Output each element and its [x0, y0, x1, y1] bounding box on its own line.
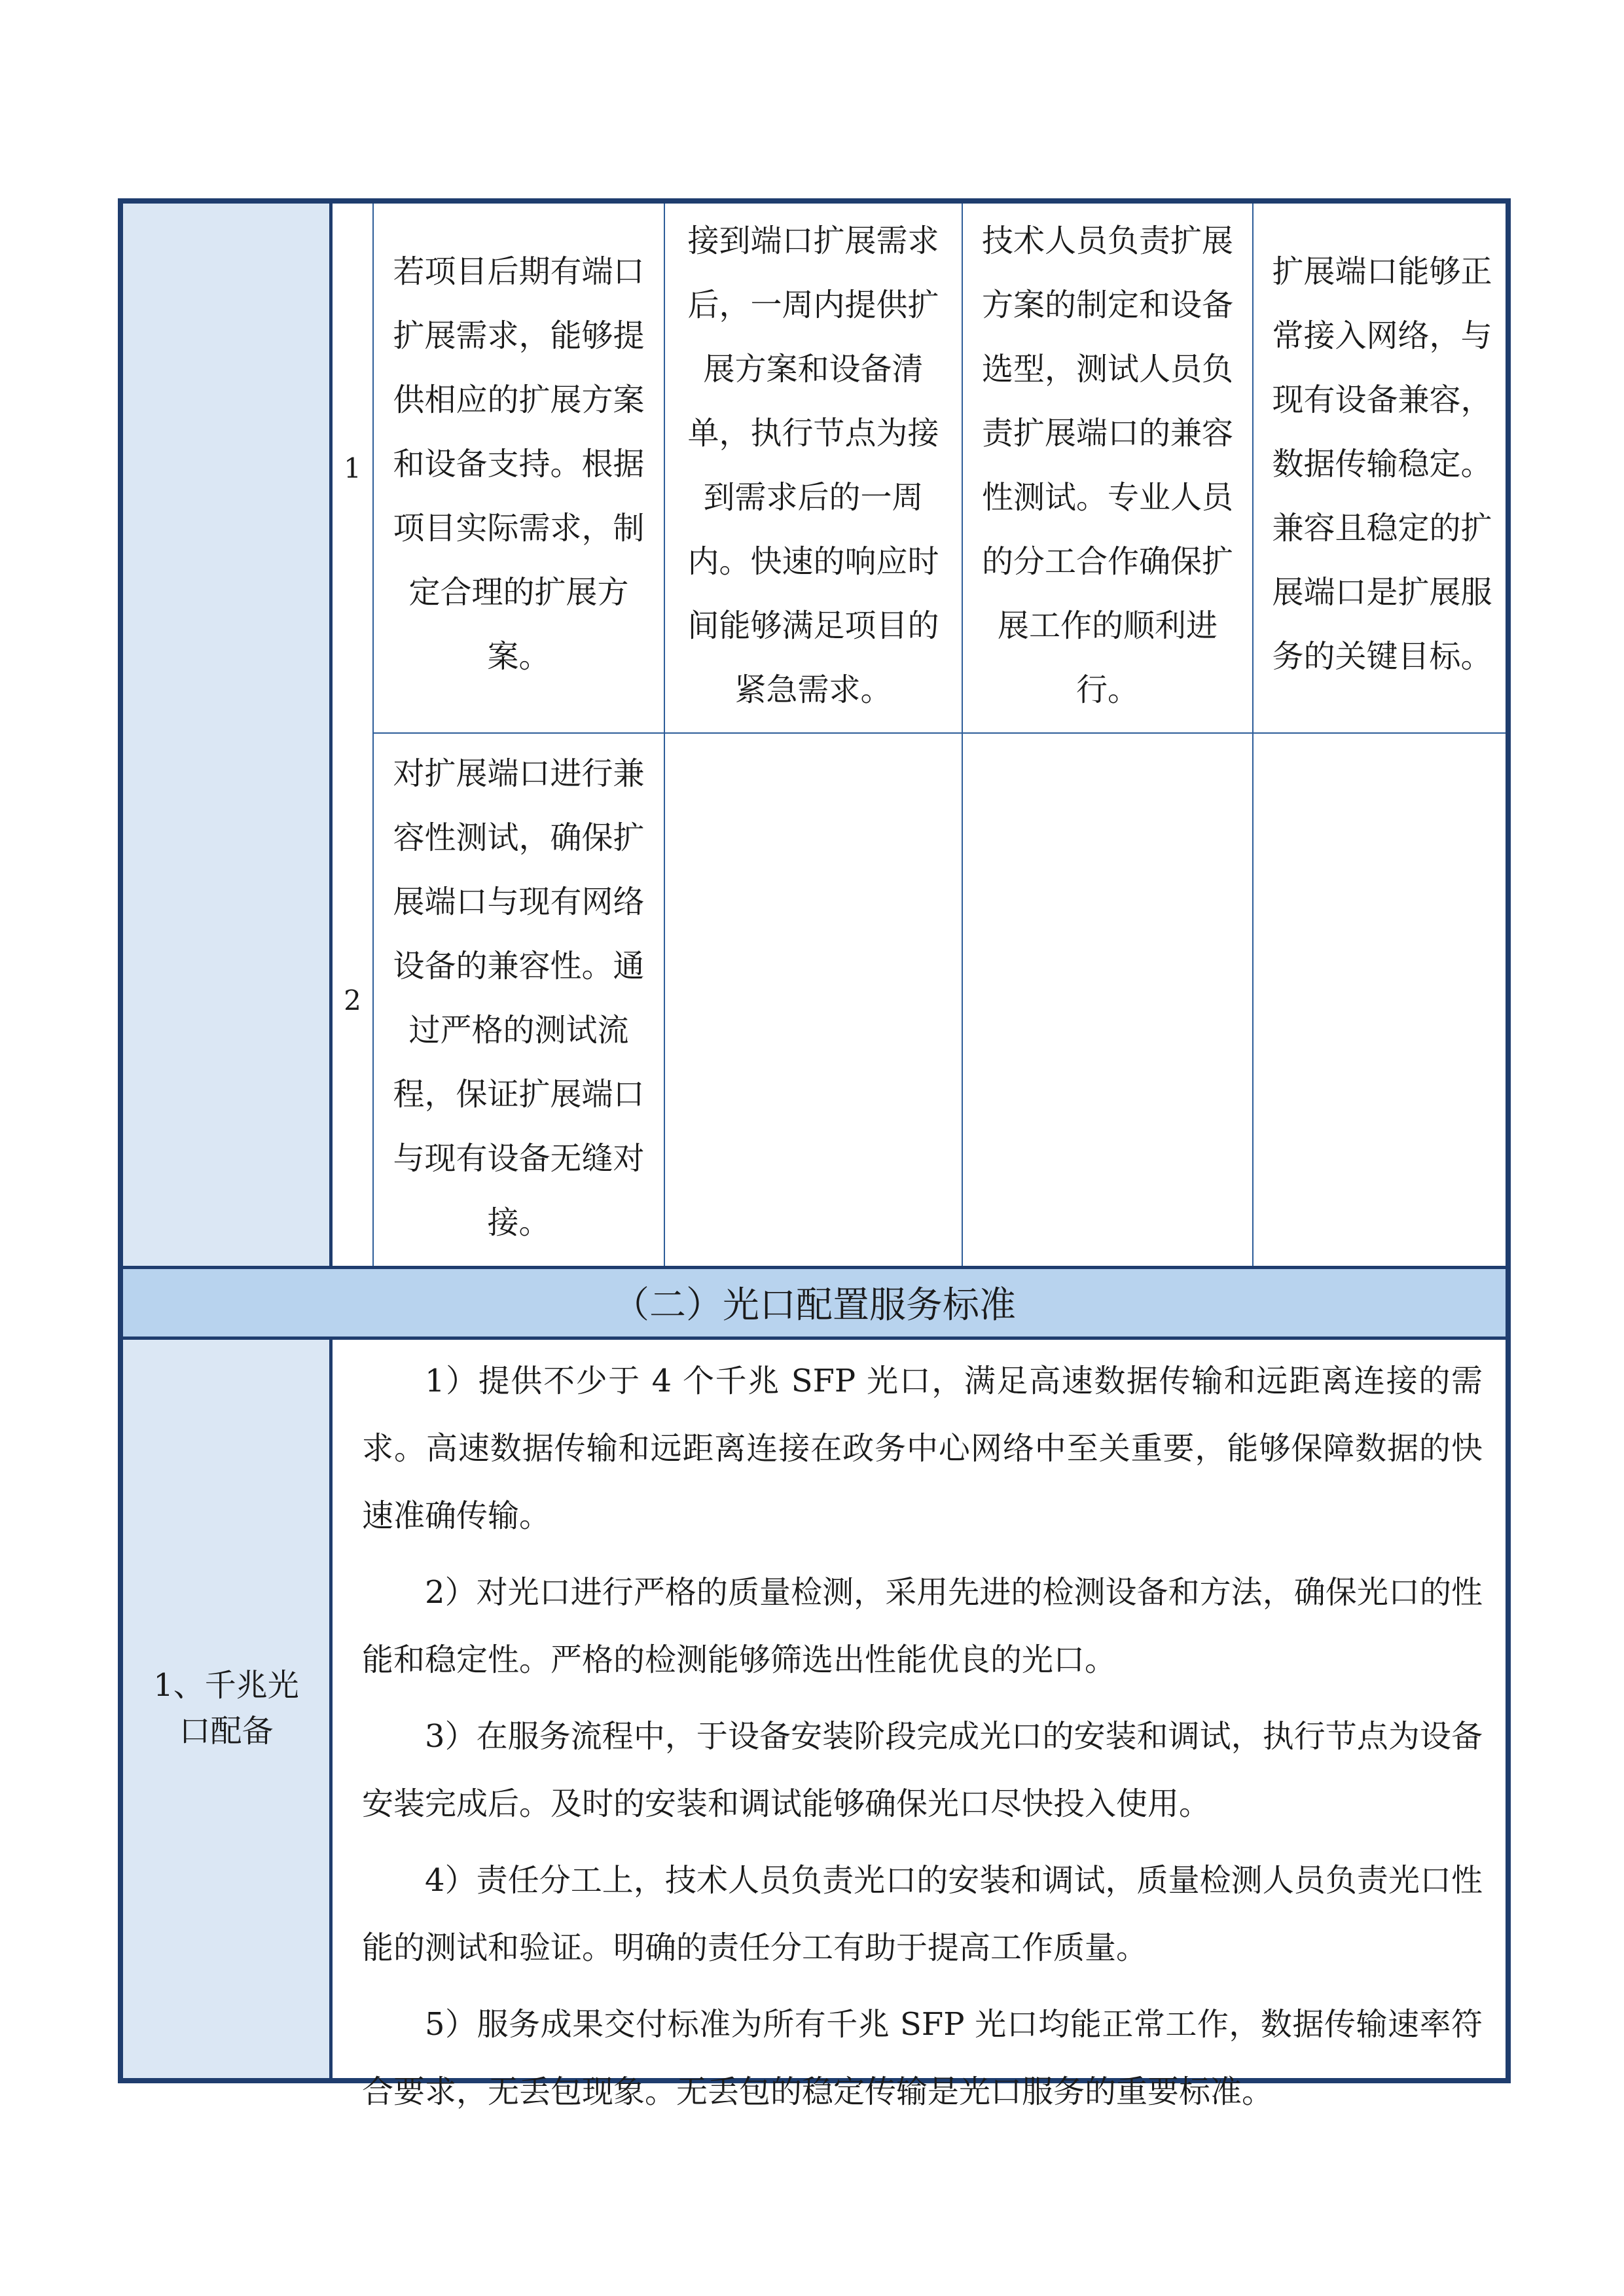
- paragraph: 3）在服务流程中，于设备安装阶段完成光口的安装和调试，执行节点为设备安装完成后。及时的安装和调试能够确保光口尽快投入使用。: [362, 1718, 1483, 1822]
- column-divider: [664, 204, 665, 1266]
- row-number: 2: [344, 984, 361, 1016]
- paragraph: 5）服务成果交付标准为所有千兆 SFP 光口均能正常工作，数据传输速率符合要求，无丢包现象。无丢包的稳定传输是光口服务的重要标准。: [362, 2006, 1483, 2110]
- responsibility-cell: 技术人员负责扩展方案的制定和设备选型，测试人员负责扩展端口的兼容性测试。专业人员的分工合作确保扩展工作的顺利进行。: [981, 223, 1233, 708]
- deliverable-standard-cell: 扩展端口能够正常接入网络，与现有设备兼容，数据传输稳定。兼容且稳定的扩展端口是扩展服务的关键目标。: [1272, 253, 1492, 675]
- column-divider: [329, 1338, 333, 2078]
- service-table: [118, 198, 1511, 2110]
- column-divider: [372, 204, 374, 1266]
- category-label-cell: [123, 204, 329, 1266]
- service-content-cell: 若项目后期有端口扩展需求，能够提供相应的扩展方案和设备支持。根据项目实际需求，制定合理的扩展方案。: [393, 253, 645, 675]
- item-description: [333, 1348, 1506, 2135]
- timeline-cell: 接到端口扩展需求后，一周内提供扩展方案和设备清单，执行节点为接到需求后的一周内。快速的响应时间能够满足项目的紧急需求。: [687, 223, 939, 708]
- paragraph: 4）责任分工上，技术人员负责光口的安装和调试，质量检测人员负责光口性能的测试和验证。明确的责任分工有助于提高工作质量。: [362, 1862, 1483, 1966]
- column-divider: [962, 204, 963, 1266]
- column-divider: [1252, 204, 1254, 1266]
- section-divider: [123, 1266, 1506, 1269]
- paragraph: 1）提供不少于 4 个千兆 SFP 光口，满足高速数据传输和远距离连接的需求。高速数据传输和远距离连接在政务中心网络中至关重要，能够保障数据的快速准确传输。: [362, 1363, 1483, 1534]
- column-divider: [329, 204, 333, 1266]
- service-content-cell: 对扩展端口进行兼容性测试，确保扩展端口与现有网络设备的兼容性。通过严格的测试流程，保证扩展端口与现有设备无缝对接。: [393, 755, 645, 1241]
- row-divider: [372, 732, 1506, 734]
- paragraph: 2）对光口进行严格的质量检测，采用先进的检测设备和方法，确保光口的性能和稳定性。严格的检测能够筛选出性能优良的光口。: [362, 1574, 1483, 1678]
- row-number: 1: [344, 452, 361, 484]
- section-header: （二）光口配置服务标准: [123, 1268, 1506, 1337]
- item-label: 1、千兆光口配备: [123, 1338, 329, 2078]
